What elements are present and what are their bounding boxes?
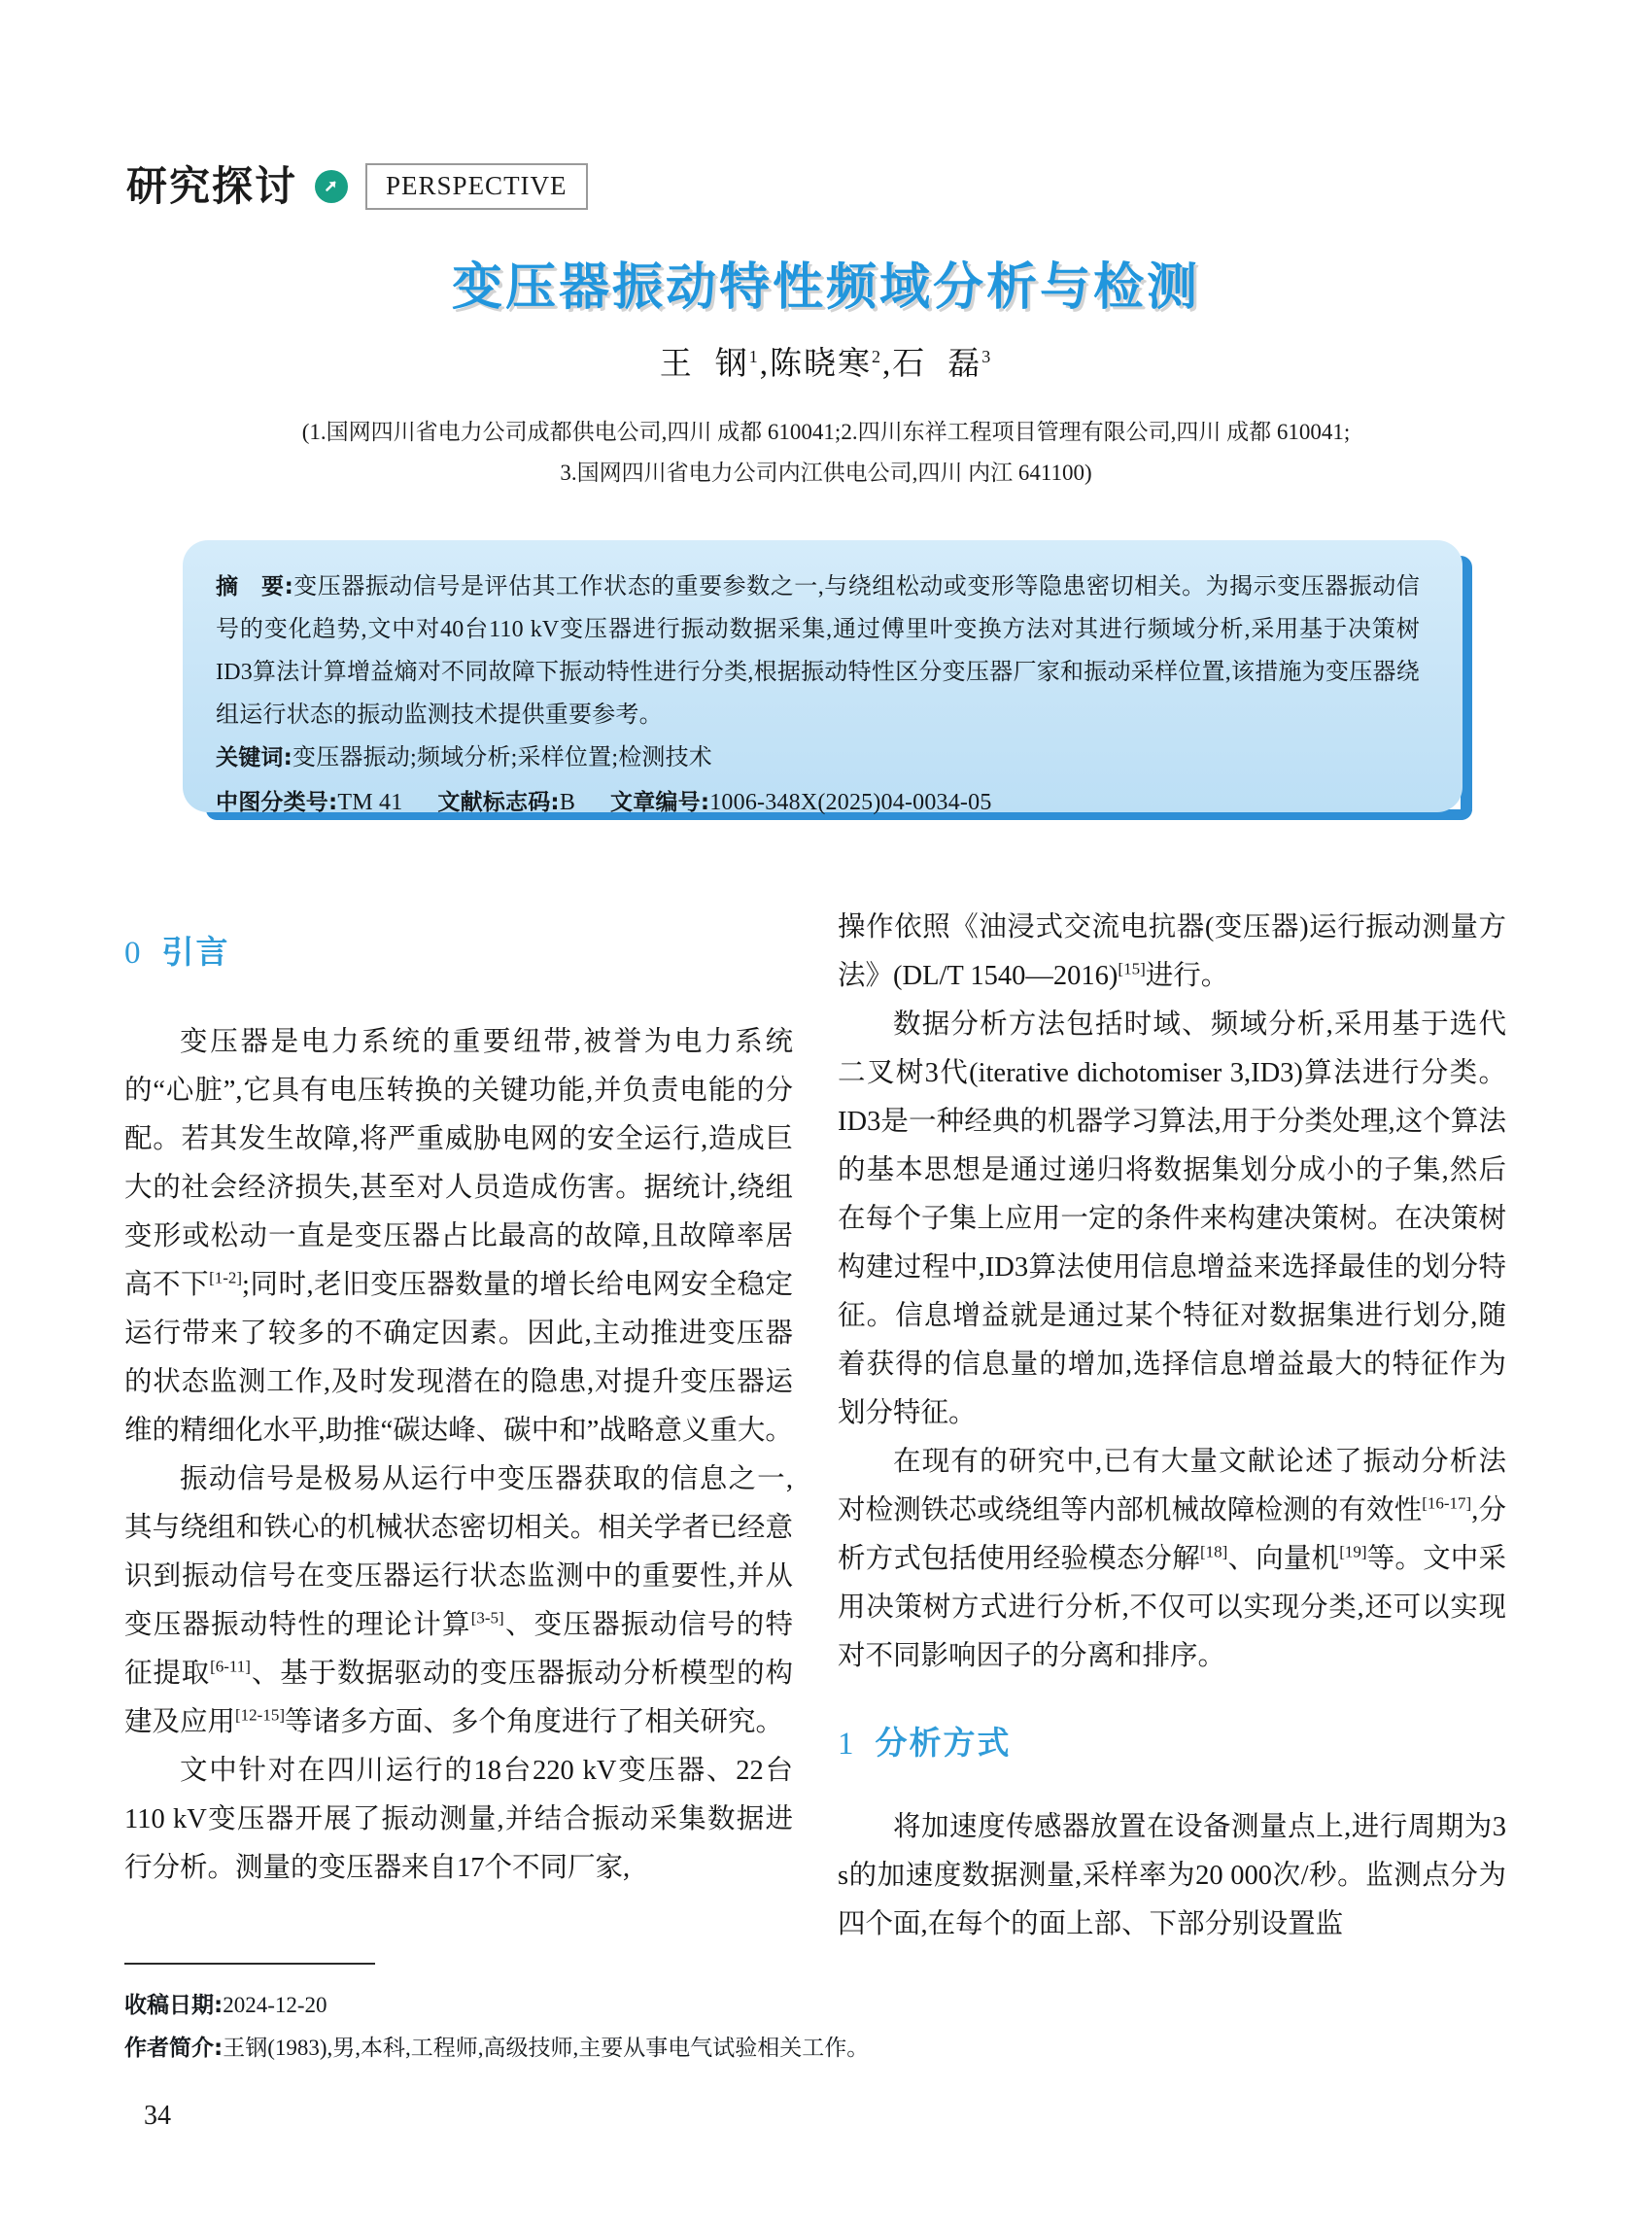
reference-marker: [12-15] [235,1705,285,1725]
document-code-value: B [559,790,576,815]
paragraph-text: 在现有的研究中,已有大量文献论述了振动分析法对检测铁芯或绕组等内部机械故障检测的有效性 [838,1447,1506,1525]
author-sep-1: , [759,347,770,382]
paragraph-text-cont: ;同时,老旧变压器数量的增长给电网安全稳定运行带来了较多的不确定因素。因此,主动推进变压器的状态监测工作,及时发现潜在的隐患,对提升变压器运维的精细化水平,助推“碳达峰、碳中和”战略意义重大。 [124,1269,793,1446]
paragraph-text-cont: 等。文中采用决策树方式进行分析,不仅可以实现分类,还可以实现对不同影响因子的分离和排序。 [838,1544,1506,1671]
paragraph: 文中针对在四川运行的18台220 kV变压器、22台110 kV变压器开展了振动测量,并结合振动采集数据进行分析。测量的变压器来自17个不同厂家, [124,1755,793,1883]
abstract-text: 变压器振动信号是评估其工作状态的重要参数之一,与绕组松动或变形等隐患密切相关。为揭示变压器振动信号的变化趋势,文中对40台110 kV变压器进行振动数据采集,通过傅里叶变换方法对其进行频域分析,采用基于决策树ID3算法计算增益熵对不同故障下振动特性进行分类,根据振动特性区分变压器厂家和振动采样位置,该措施为变压器绕组运行状态的振动监测技术提供重要参考。 [216,574,1420,728]
abstract-text-block [216,565,1420,736]
author-1-given: 钢 [714,347,749,382]
running-head-en: PERSPECTIVE [365,163,588,210]
section-heading-intro [124,933,793,974]
paragraph [124,1455,793,1747]
affiliations [175,412,1477,494]
affiliation-line-1: (1.国网四川省电力公司成都供电公司,四川 成都 610041;2.四川东祥工程项目管理有限公司,四川 成都 610041; [301,420,1351,444]
section-number: 0 [124,936,143,971]
abstract-box [183,540,1463,815]
paragraph-text: 变压器是电力系统的重要纽带,被誉为电力系统的“心脏”,它具有电压转换的关键功能,并负责电能的分配。若其发生故障,将严重威胁电网的安全运行,造成巨大的社会经济损失,甚至对人员造成伤害。据统计,绕组变形或松动一直是变压器占比最高的故障,且故障率居高不下 [124,1026,793,1300]
paragraph-text: 振动信号是极易从运行中变压器获取的信息之一,其与绕组和铁心的机械状态密切相关。相关学者已经意识到振动信号在变压器运行状态监测中的重要性,并从变压器振动特性的理论计算 [124,1463,793,1640]
author-list [0,338,1652,384]
abstract-label: 摘 要: [216,574,293,599]
article-id-value: 1006-348X(2025)04-0034-05 [709,790,992,815]
received-date-label: 收稿日期: [124,1993,224,2018]
affiliation-line-2: 3.国网四川省电力公司内江供电公司,四川 内江 641100) [560,461,1092,485]
keywords-value: 变压器振动;频域分析;采样位置;检测技术 [293,745,713,771]
page-title: 变压器振动特性频域分析与检测 [451,258,1200,317]
abstract-panel [183,540,1472,820]
reference-marker: [15] [1118,959,1146,978]
running-head-cn: 研究探讨 [126,162,298,211]
paragraph [838,1438,1506,1681]
reference-marker: [18] [1199,1542,1228,1561]
author-2-affil-marker: 2 [872,347,882,366]
author-1-affil-marker: 1 [748,347,760,366]
article-id-label: 文章编号: [610,790,710,815]
section-title: 分析方式 [875,1724,1012,1762]
author-bio-line [124,2027,1096,2070]
keywords-block [216,736,1420,779]
author-2: 陈晓寒 [770,347,872,382]
author-bio-value: 王钢(1983),男,本科,工程师,高级技师,主要从事电气试验相关工作。 [223,2036,870,2060]
reference-marker: [19] [1339,1542,1367,1561]
abstract-meta-block [216,781,1420,824]
author-3-surname: 石 [892,347,927,382]
section-number: 1 [838,1727,856,1762]
body-column-left [124,933,793,1893]
received-date-line [124,1984,1096,2027]
clc-value: TM 41 [337,790,403,815]
section-heading-analysis [838,1724,1506,1764]
paragraph-text: 操作依照《油浸式交流电抗器(变压器)运行振动测量方法》(DL/T 1540—2016) [838,912,1506,991]
paragraph [838,904,1506,1001]
author-sep-2: , [882,347,893,382]
paragraph-text-cont: 进行。 [1145,961,1229,991]
document-code-label: 文献标志码: [437,790,560,815]
keywords-label: 关键词: [216,745,293,771]
body-column-right [838,904,1506,1949]
footnote-block [124,1984,1096,2070]
paragraph [124,1018,793,1455]
author-3-affil-marker: 3 [981,347,993,366]
paragraph: 将加速度传感器放置在设备测量点上,进行周期为3 s的加速度数据测量,采样率为20 000次/秒。监测点分为四个面,在每个的面上部、下部分别设置监 [838,1811,1506,1939]
page-number: 34 [144,2101,171,2131]
paragraph-text-cont: 、基于数据驱动的变压器振动分析模型的构建及应用 [124,1658,793,1737]
reference-marker: [3-5] [470,1608,504,1627]
paragraph-text-cont: 、向量机 [1227,1544,1340,1574]
paragraph-text-cont: 、变压器振动信号的特征提取 [124,1609,793,1689]
paragraph-text-cont: ,分析方式包括使用经验模态分解 [838,1495,1506,1574]
reference-marker: [6-11] [210,1657,251,1676]
reference-marker: [1-2] [209,1268,243,1287]
paragraph: 数据分析方法包括时域、频域分析,采用基于选代二叉树3代(iterative dichotomiser 3,ID3)算法进行分类。ID3是一种经典的机器学习算法,用于分类处理,这个算法的基本思想是通过递归将数据集划分成小的子集,然后在每个子集上应用一定的条件来构建决策树。在决策树构建过程中,ID3算法使用信息增益来选择最佳的划分特征。信息增益就是通过某个特征对数据集进行划分,随着获得的信息量的增加,选择信息增益最大的特征作为划分特征。 [838,1010,1506,1428]
author-3-given: 磊 [947,347,982,382]
reference-marker: [16-17] [1422,1493,1472,1513]
paragraph-text-cont: 等诸多方面、多个角度进行了相关研究。 [285,1706,784,1737]
arrow-up-right-icon [315,170,348,203]
section-title: 引言 [161,933,230,971]
running-head [126,163,588,210]
author-1-surname: 王 [659,347,694,382]
clc-label: 中图分类号: [216,790,338,815]
received-date-value: 2024-12-20 [223,1993,327,2017]
author-bio-label: 作者简介: [124,2036,224,2061]
footnote-divider [124,1963,375,1965]
